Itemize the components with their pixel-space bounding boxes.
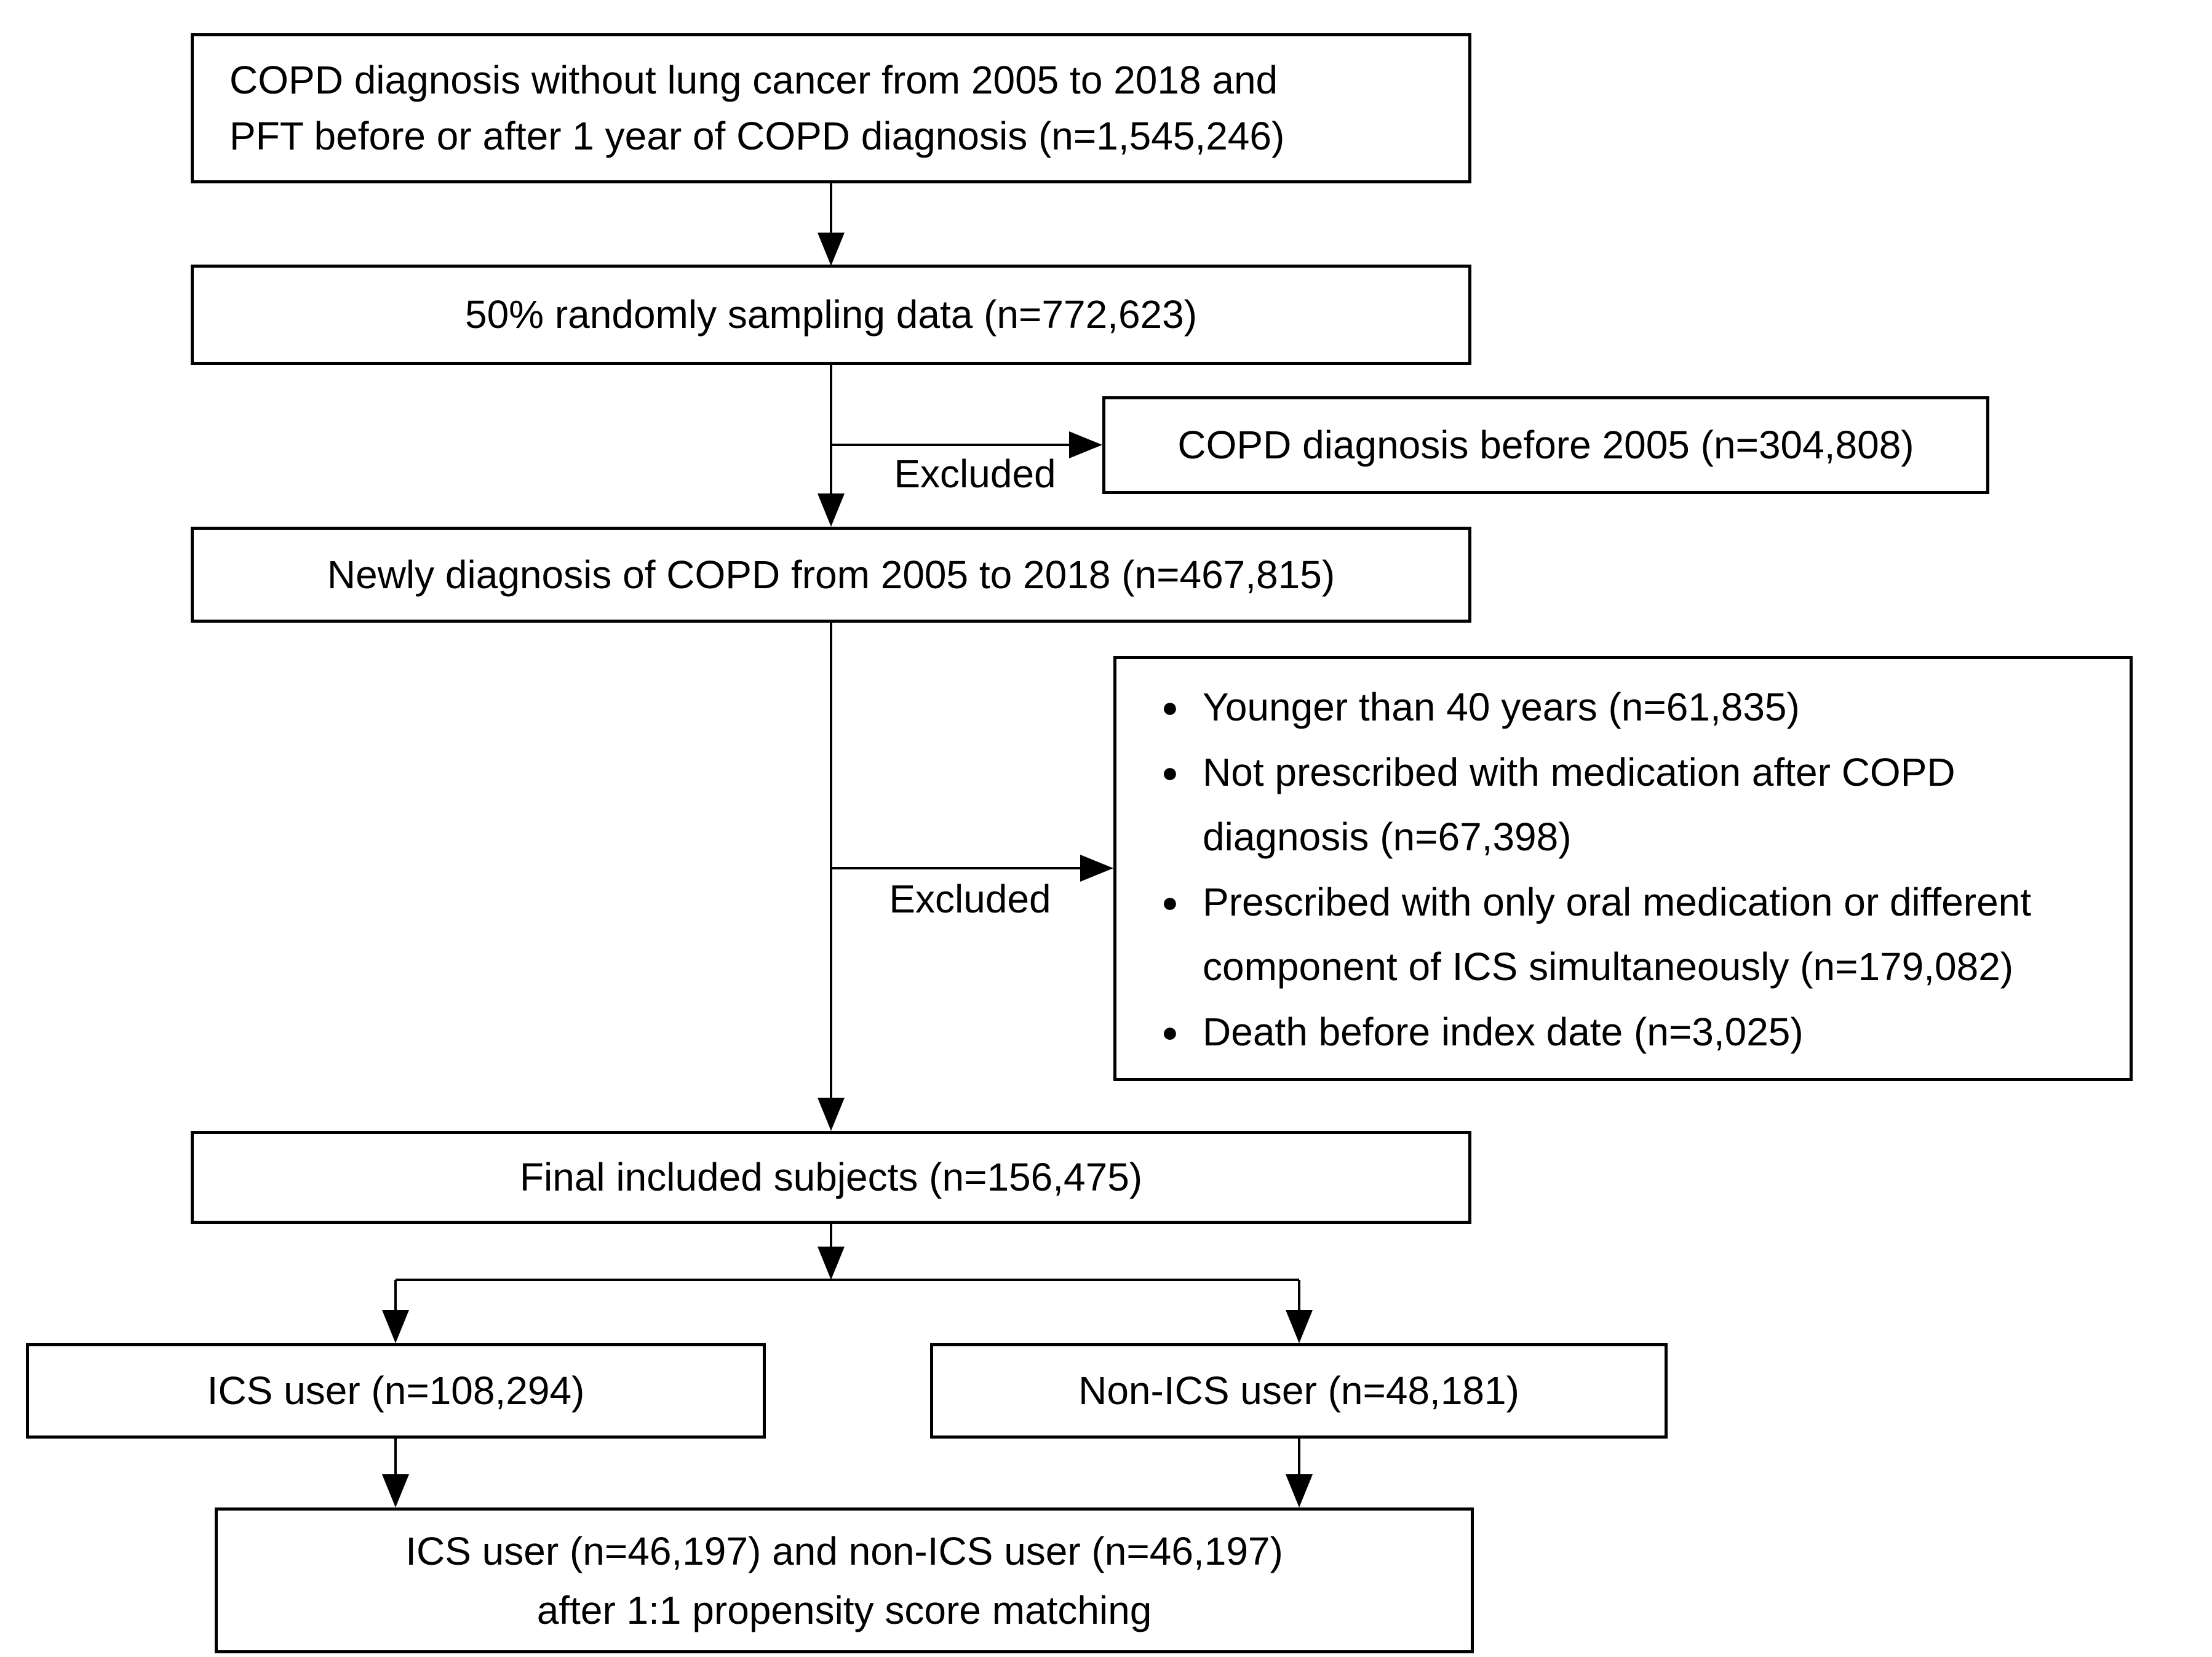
exclusion-item: ● Younger than 40 years (n=61,835)	[1150, 675, 2085, 740]
bullet-icon: ●	[1161, 691, 1179, 723]
box-non-ics-user-text: Non-ICS user (n=48,181)	[1078, 1368, 1519, 1413]
box-ics-user	[26, 1343, 766, 1439]
box-initial-cohort-line-1: COPD diagnosis without lung cancer from 2005 to 2018 and	[229, 58, 1278, 103]
arrow-split-to-ics-head	[382, 1310, 409, 1343]
bullet-icon: ●	[1161, 1015, 1179, 1048]
exclusion-item: ● Prescribed with only oral medication or different component of ICS simultaneously (n=179,082)	[1150, 870, 2085, 1000]
box-newly-diagnosed	[191, 527, 1471, 623]
box-non-ics-user	[930, 1343, 1668, 1439]
box-initial-cohort	[191, 33, 1471, 183]
box-excluded-before-2005-text: COPD diagnosis before 2005 (n=304,808)	[1177, 423, 1914, 468]
arrow-split-to-nonics-head	[1286, 1310, 1313, 1343]
exclusion-criteria-list	[1150, 675, 2085, 1065]
box-excluded-before-2005	[1102, 396, 1989, 494]
box-final-subjects-text: Final included subjects (n=156,475)	[519, 1155, 1143, 1200]
arrow-sample-to-newly-head	[818, 493, 845, 527]
arrow-excluded2-head	[1080, 855, 1113, 882]
box-initial-cohort-line-2: PFT before or after 1 year of COPD diagnosis (n=1,545,246)	[229, 114, 1285, 158]
bullet-icon: ●	[1161, 885, 1179, 918]
box-final-subjects	[191, 1131, 1471, 1224]
arrow-final-to-split-head	[818, 1247, 845, 1280]
exclusion-item: ● Death before index date (n=3,025)	[1150, 1000, 2085, 1065]
arrow-initial-to-sample-head	[818, 233, 845, 266]
box-matched-cohort-line-2: after 1:1 propensity score matching	[536, 1587, 1152, 1632]
box-ics-user-text: ICS user (n=108,294)	[207, 1368, 585, 1413]
box-newly-diagnosed-text: Newly diagnosis of COPD from 2005 to 2018 (n=467,815)	[327, 552, 1335, 597]
arrow-nonics-to-matched-head	[1286, 1474, 1313, 1507]
box-matched-cohort-line-1: ICS user (n=46,197) and non-ICS user (n=46,197)	[405, 1528, 1283, 1573]
box-random-sample	[191, 265, 1471, 365]
excluded-label-1: Excluded	[894, 452, 1056, 496]
excluded-label-2: Excluded	[889, 877, 1051, 921]
bullet-icon: ●	[1161, 756, 1179, 788]
box-random-sample-text: 50% randomly sampling data (n=772,623)	[464, 292, 1198, 337]
arrow-newly-to-final-head	[818, 1098, 845, 1131]
exclusion-item: ● Not prescribed with medication after COPD diagnosis (n=67,398)	[1150, 740, 2085, 870]
arrow-ics-to-matched-head	[382, 1474, 409, 1507]
box-exclusion-criteria	[1113, 656, 2133, 1081]
box-matched-cohort	[215, 1507, 1474, 1653]
